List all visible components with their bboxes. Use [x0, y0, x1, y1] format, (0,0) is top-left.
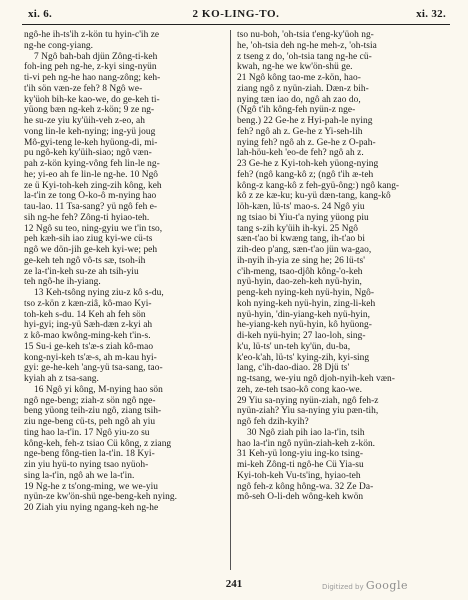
text-line: ti-vi peh ng-he hao nang-zông; keh-: [24, 73, 161, 83]
text-line: feh? ngô ah z. Ge-he z Yi-seh-lih: [237, 126, 363, 137]
text-line: zin yiu hyü-to nying tsao nyüoh-: [24, 460, 149, 470]
text-line: nge-beng fông-tien la-t'in. 18 Kyi-: [24, 449, 155, 460]
column-divider: [230, 30, 231, 570]
page-number: 241: [225, 578, 243, 590]
text-line: yüong bæn ng-keh z-kön; 9 ze ng-: [24, 105, 155, 116]
text-line: löh-kæn, lü-ts' mao-s. 24 Ngô yiu: [237, 202, 365, 212]
text-column-right: [237, 30, 442, 570]
text-line: nyün-ze kw'ön-shü nge-beng-keh nying.: [24, 492, 177, 503]
text-line: he-yiang-keh nyü-hyin, kô hyüong-: [237, 320, 372, 331]
text-line: ng-tsang, we-yiu ngô djoh-nyih-keh væn-: [237, 374, 395, 384]
page-footer: [0, 578, 468, 596]
text-line: nying tæn iao do, ngô ah zao do,: [237, 94, 361, 105]
text-line: lah-höu-keh 'eo-de feh? ngô ah z.: [237, 148, 364, 159]
text-line: mô-seh Ô-li-deh wông-keh kwön: [237, 492, 364, 503]
text-line: nyü-hyin, 'din-yiang-keh nyü-hyin,: [237, 309, 371, 320]
text-line: 21 Ngô kông tao-me z-kön, hao-: [237, 73, 361, 83]
text-line: 13 Keh-tsông nying ziu-z kô s-du,: [34, 288, 164, 298]
text-line: ngô feh-z kông hông-wa. 32 Ze Da-: [237, 481, 374, 492]
text-line: hyi-gyi; ing-yü Sæh-dæn z-kyi ah: [24, 320, 153, 331]
text-line: nyün-ziah? Yiu sa-nying yiu pæn-tih,: [237, 406, 379, 417]
digitization-watermark: [322, 579, 408, 592]
text-line: tau-lao. 11 Tsa-sang? yü ngô feh e-: [24, 202, 158, 212]
text-line: nyü-hyin, dao-zeh-keh nyü-hyin,: [237, 277, 362, 288]
header-title: 2 KO-LING-TO.: [192, 8, 280, 20]
text-line: kô z ze kæ-ku; ku-yü dæn-tang, kang-kô: [237, 191, 391, 202]
text-line: hao la-t'in ngô nyün-ziah-keh z-kön.: [237, 438, 376, 449]
text-line: ngô feh dzih-kyih?: [237, 417, 309, 427]
text-line: k'eo-k'ah, lü-ts' kying-zih, kyi-sing: [237, 352, 370, 363]
text-line: pu ngô-keh ky'üih-siao; ngô væn-: [24, 148, 152, 159]
header-chapter-end: xi. 32.: [416, 8, 446, 20]
text-line: peh kæh-sih iao ziug kyi-we cü-ts: [24, 234, 153, 245]
text-line: z kô-mao kwông-ming-keh t'in-s.: [24, 331, 151, 341]
text-line: nying feh? ngô ah z. Ge-he z Ô-pah-: [237, 137, 376, 148]
text-line: t'ih sön væn-ze feh? 8 Ngô we-: [24, 83, 143, 94]
text-line: beng yüong teih-ziu ngô, ziang tsih-: [24, 406, 162, 417]
text-line: 30 Ngô ziah pih iao la-t'in, tsih: [247, 427, 365, 438]
text-line: ze ü Kyi-toh-keh zing-zih kông, keh: [24, 180, 162, 191]
text-line: kyiah ah z tsa-sang.: [24, 374, 99, 384]
text-line: 12 Ngô su teo, ning-gyiu we t'in tso,: [24, 223, 163, 234]
text-line: ng-he cong-yiang.: [24, 40, 94, 51]
text-line: tang s-zih ky'üih ih-kyi. 25 Ngô: [237, 223, 358, 234]
text-line: 7 Ngô bah-bah djün Zông-ti-keh: [34, 51, 158, 62]
text-line: kông-keh, feh-z tsiao Cü kông, z ziang: [24, 438, 172, 449]
text-line: sih ng-he feh? Zông-ti hyiao-teh.: [24, 212, 150, 223]
header-rule: [22, 24, 450, 25]
header-chapter-start: xi. 6.: [28, 8, 53, 20]
text-line: c'ih-meng, tsao-djôh kông-'o-keh: [237, 266, 363, 277]
text-line: peng-keh nying-keh nyü-hyin, Ngô-: [237, 288, 375, 298]
text-line: koh nying-keh nyü-hyin, zing-li-keh: [237, 298, 376, 309]
text-line: kông-z kang-kô z feh-gyü-ông:) ngô kang-: [237, 180, 400, 191]
watermark-logo: Google: [365, 579, 408, 592]
text-line: 16 Ngô yi kông, M-nying hao sön: [34, 384, 163, 395]
text-line: la-t'in ze tong Ô-ko-ô m-nying hao: [24, 191, 157, 202]
text-line: ngô-he ih-ts'ih z-kön tu hyin-c'ih ze: [24, 30, 160, 40]
text-line: vong lin-le keh-nying; ing-yü joug: [24, 126, 156, 137]
text-line: (Ngô t'ih kông-feh nyün-z nge-: [237, 105, 356, 116]
text-line: pah z-kön kying-vông feh lin-le ng-: [24, 159, 160, 169]
text-line: gyi: ge-he-keh 'ang-yü tsa-sang, tao-: [24, 363, 163, 374]
text-line: ngô we dön-jih ge-keh kyi-we; peh: [24, 245, 158, 255]
text-line: 20 Ziah yiu nying ngang-keh ng-he: [24, 503, 159, 513]
page-header: [22, 6, 450, 24]
text-line: ziang ngô z nyün-ziah. Dæn-z bih-: [237, 83, 369, 94]
watermark-prefix: Digitized by: [322, 583, 364, 591]
text-line: feh? (ngô kang-kô z; (ngô t'ih æ-teh: [237, 169, 374, 180]
text-line: foh-ing peh ng-he, z-kyi sing-nyün: [24, 62, 157, 73]
text-line: he; yi-eo ah fe lin-le ng-he. 10 Ngô: [24, 169, 159, 180]
text-line: kong-nyi-keh ts'æ-s, ah m-kau hyi-: [24, 352, 157, 363]
text-line: 29 Yiu sa-nying nyün-ziah, ngô feh-z: [237, 395, 379, 406]
text-line: teh ngô-he ih-yiang.: [24, 277, 101, 288]
text-line: ng tsiao bi Yiu-t'a nying yüong piu: [237, 212, 369, 223]
text-line: ting hao la-t'in. 17 Ngô yiu-zo su: [24, 427, 150, 438]
text-line: z tseng z do, 'oh-tsia tang ng-he cü-: [237, 51, 372, 62]
text-line: ih-nyih ih-yia ze sing he; 26 lü-ts': [237, 255, 365, 266]
text-column-left: [24, 30, 229, 570]
text-line: 23 Ge-he z Kyi-toh-keh yüong-nying: [237, 159, 379, 169]
text-line: 15 Su-i ge-keh ts'æ-s ziah kô-mao: [24, 341, 154, 352]
text-line: mi-keh Zông-ti ngô-he Cü Yia-su: [237, 460, 364, 470]
text-line: he su-ze yiu ky'üih-veh z-eo, ah: [24, 116, 145, 126]
text-line: ky'üoh bih-ke kao-we, do ge-keh ti-: [24, 94, 160, 105]
text-line: ge-keh teh ngô vô-ts sæ, tsoh-ih: [24, 255, 146, 266]
text-line: 19 Ng-he z ts'ong-ming, we we-yiu: [24, 481, 159, 492]
text-line: ngô nge-beng; ziah-z sön ngô nge-: [24, 395, 156, 406]
text-line: sæn-t'ao bi kwæng tang, ih-t'ao bi: [237, 234, 365, 245]
text-line: di-keh nyü-hyin; 27 lao-loh, sing-: [237, 331, 366, 341]
text-line: Kyi-toh-keh Vu-ts'ing, hyiao-teh: [237, 470, 361, 481]
text-line: sing la-t'in, ngô ah we la-t'in.: [24, 470, 135, 481]
text-line: ziu nge-beng cü-ts, peh ngô ah yiu: [24, 417, 156, 427]
text-line: toh-keh s-du. 14 Keh ah feh sön: [24, 309, 146, 320]
text-line: 31 Keh-yü long-yiu ing-ko tsing-: [237, 449, 364, 460]
text-line: lang, c'ih-dao-diao. 28 Djü ts': [237, 363, 350, 374]
text-line: kwah, ng-he we kw'ön-shü ge.: [237, 62, 353, 73]
text-line: k'u, lü-ts' un-teh ky'ün, du-ba,: [237, 341, 351, 352]
text-line: he, 'oh-tsia deh ng-he meh-z, 'oh-tsia: [237, 40, 377, 51]
text-line: beng.) 22 Ge-he z Hyi-pah-le nying: [237, 116, 373, 126]
text-line: zih-deo p'ang, sæn-t'ao jün wa-gao,: [237, 245, 372, 255]
text-line: tso z-kön z kæn-ziâ, kô-mao Kyi-: [24, 298, 152, 309]
text-line: ze la-t'in-keh su-ze ah tsih-yiu: [24, 266, 139, 277]
text-line: zeh, ze-teh tsao-kô cong kao-we.: [237, 384, 362, 395]
text-line: Mô-gyi-teng le-keh hyüong-di, mi-: [24, 137, 158, 148]
text-line: tso nu-boh, 'oh-tsia t'eng-ky'üoh ng-: [237, 30, 374, 40]
